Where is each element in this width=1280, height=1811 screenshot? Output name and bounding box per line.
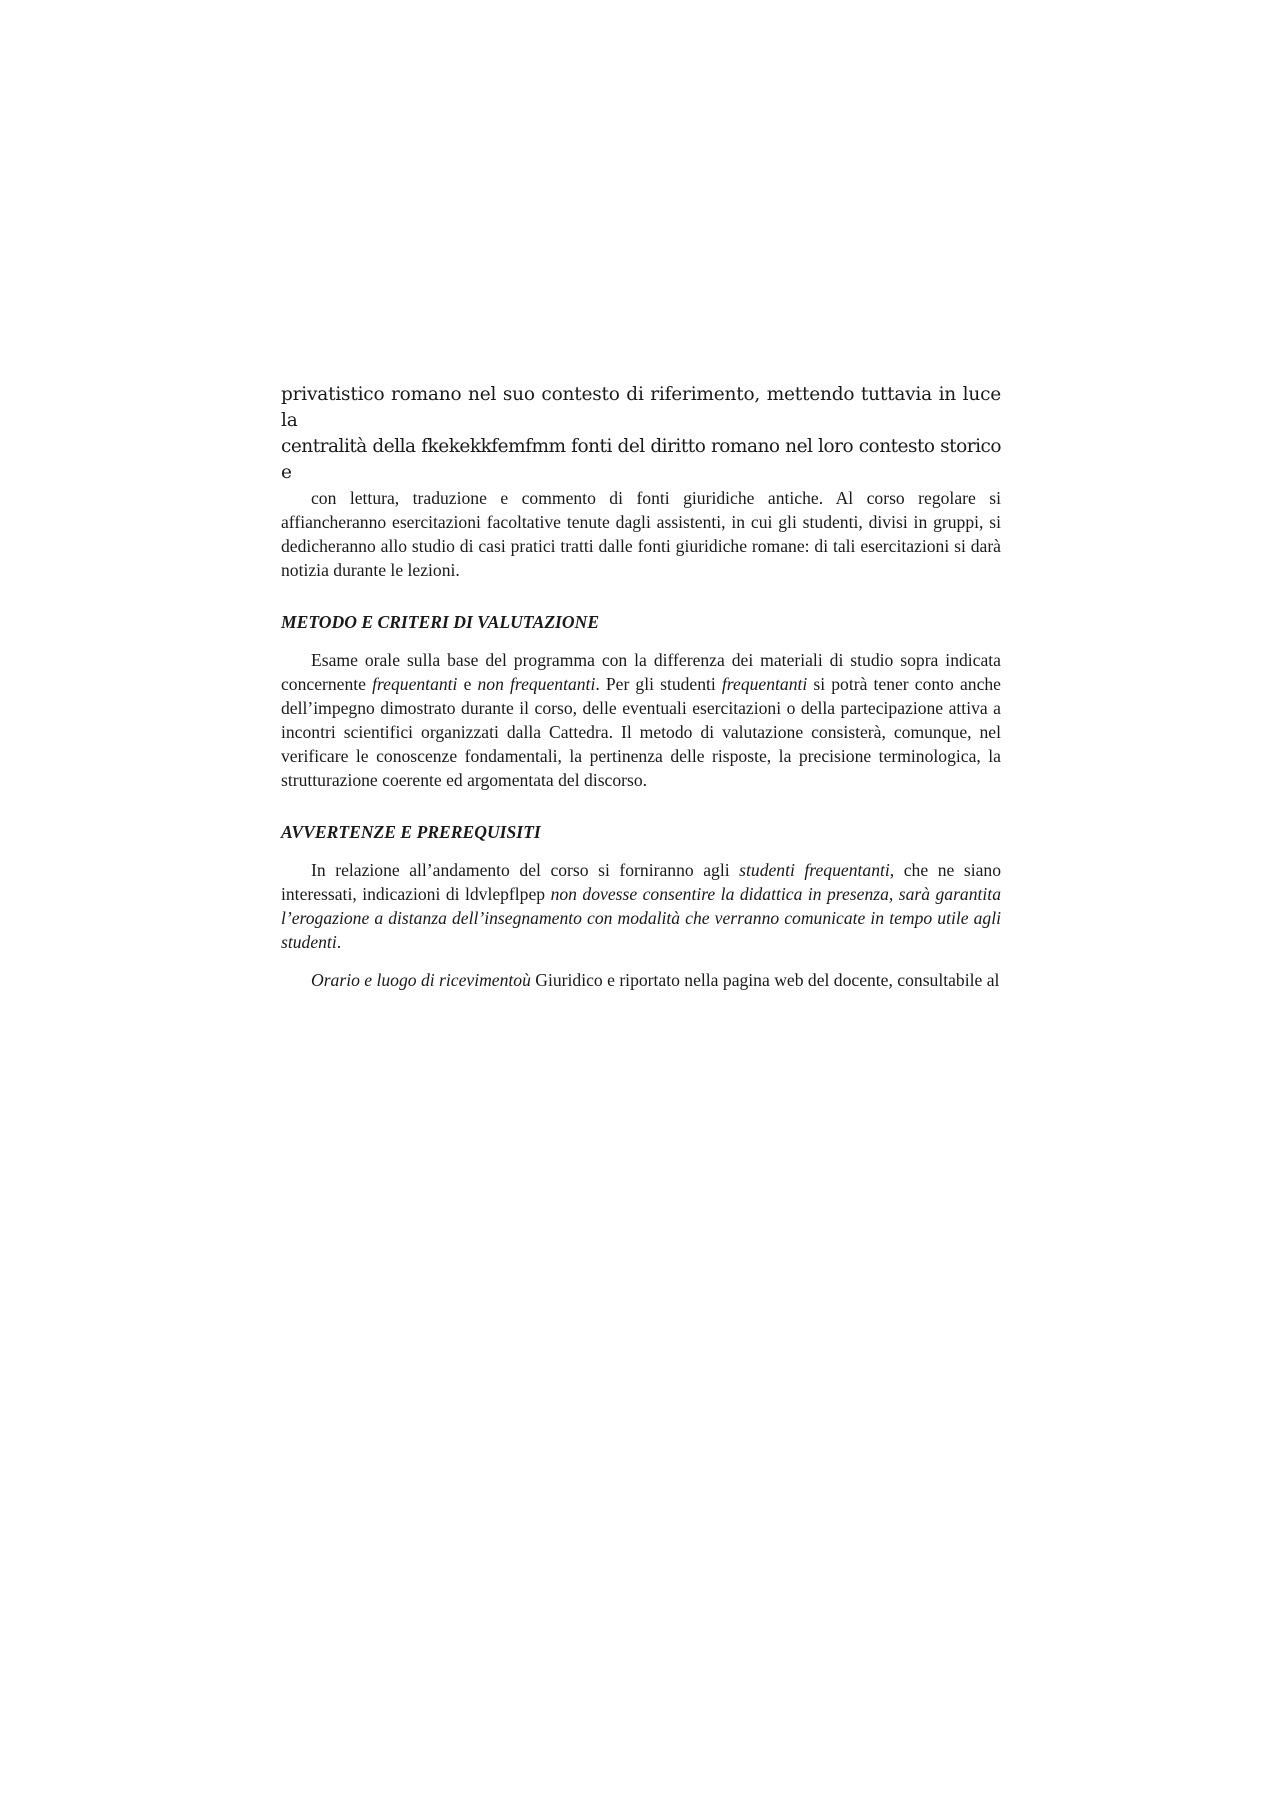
text-run: .: [336, 932, 342, 952]
italic-run: non frequentanti: [477, 674, 596, 694]
intro-paragraph: con lettura, traduzione e commento di fonti giuridiche antiche. Al corso regolare si affiancheranno esercitazioni facoltative tenute dagli assistenti, in cui gli studenti, divisi in gruppi, si dedicheranno allo studio di casi pratici tratti dalle fonti giuridiche romane: di tali esercitazioni si darà notizia durante le lezioni.: [281, 488, 1001, 580]
section-heading-valutazione: METODO E CRITERI DI VALUTAZIONE: [281, 612, 600, 632]
page-content: [281, 382, 1001, 992]
text-run: . Per gli studenti: [595, 674, 722, 694]
text-run: e: [457, 674, 478, 694]
text-run: In relazione all’andamento del corso si forniranno agli: [311, 860, 740, 880]
italic-run: Orario e luogo di ricevimentoù: [311, 970, 531, 990]
text-run: Esame orale sulla base del programma con la differenza dei materiali di studio sopra indicata concernente: [281, 650, 1001, 694]
text-run: Giuridico e riportato nella pagina web del docente, consultabile al: [530, 970, 1000, 990]
italic-run: non dovesse consentire la didattica in presenza, sarà garantita l’erogazione a distanza dell’insegnamento con modalità che verranno comunicate in tempo utile agli studenti: [281, 884, 1001, 952]
valutazione-paragraph: [281, 648, 1001, 792]
intro-line-2: centralità della fkekekkfemfmm fonti del diritto romano nel loro contesto storico e: [281, 436, 1001, 483]
intro-line-1: privatistico romano nel suo contesto di riferimento, mettendo tuttavia in luce la: [281, 384, 1001, 431]
ricevimento-paragraph: [281, 968, 1001, 992]
italic-run: studenti frequentanti: [739, 860, 890, 880]
italic-run: frequentanti: [372, 674, 458, 694]
avvertenze-paragraph: [281, 858, 1001, 954]
italic-run: frequentanti: [721, 674, 808, 694]
text-run: si potrà tener conto anche dell’impegno dimostrato durante il corso, delle eventuali esercitazioni o della partecipazione attiva a incontri scientifici organizzati dalla Cattedra. Il metodo di valutazione consisterà, comunque, nel verificare le conoscenze fondamentali, la pertinenza delle risposte, la precisione terminologica, la strutturazione coerente ed argomentata del discorso.: [281, 674, 1001, 790]
section-heading-avvertenze: AVVERTENZE E PREREQUISITI: [281, 822, 541, 842]
text-run: , che ne siano interessati, indicazioni di ldvlepflpep: [281, 860, 1001, 904]
